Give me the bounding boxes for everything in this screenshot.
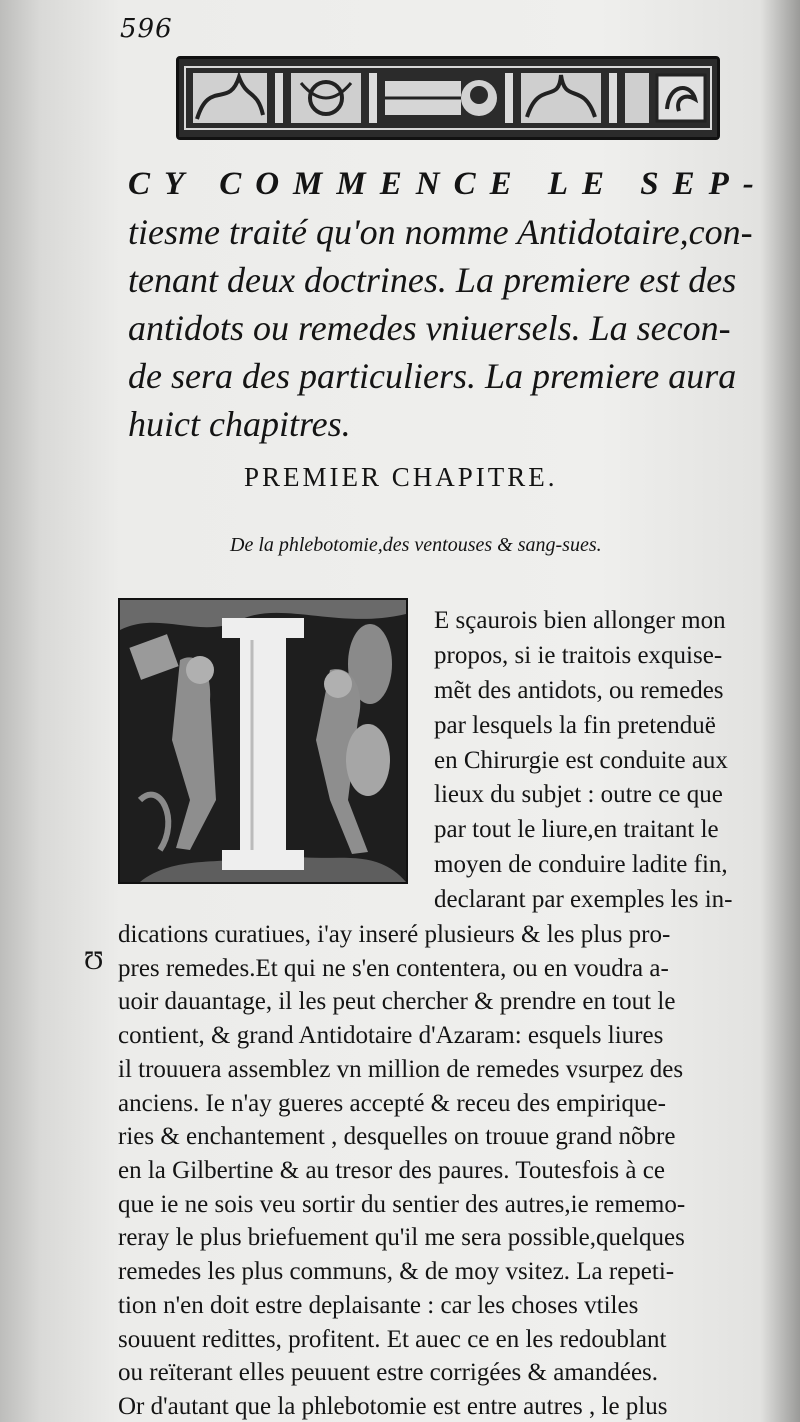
body-text-line: propos, si ie traitois exquise- bbox=[434, 642, 723, 669]
body-text-line: dications curatiues, i'ay inseré plusieurs & les plus pro- bbox=[118, 921, 671, 948]
heading-line: CY COMMENCE LE SEP- bbox=[128, 166, 768, 202]
body-text-line: mẽt des antidots, ou remedes bbox=[434, 677, 724, 704]
page-number: 596 bbox=[120, 14, 173, 44]
heading-line: tenant deux doctrines. La premiere est des bbox=[128, 260, 737, 300]
treatise-heading bbox=[128, 160, 768, 448]
body-text-line: ries & enchantement , desquelles on trouue grand nõbre bbox=[118, 1123, 676, 1150]
body-text-line: tion n'en doit estre deplaisante : car les choses vtiles bbox=[118, 1292, 639, 1319]
body-text-line: moyen de conduire ladite fin, bbox=[434, 851, 728, 878]
body-text-line: il trouuera assemblez vn million de remedes vsurpez des bbox=[118, 1056, 684, 1083]
body-text-line: souuent redittes, profitent. Et auec ce en les redoublant bbox=[118, 1326, 667, 1353]
body-text-line: reray le plus briefuement qu'il me sera possible,quelques bbox=[118, 1224, 685, 1251]
body-text-line: uoir dauantage, il les peut chercher & prendre en tout le bbox=[118, 988, 676, 1015]
body-text-line: E sçaurois bien allonger mon bbox=[434, 607, 726, 634]
woodcut-initial-icon bbox=[120, 600, 406, 882]
body-text-line: Or d'autant que la phlebotomie est entre autres , le plus bbox=[118, 1393, 668, 1420]
decorated-initial bbox=[118, 598, 408, 884]
heading-line: tiesme traité qu'on nomme Antidotaire,con- bbox=[128, 212, 753, 252]
body-text-line: contient, & grand Antidotaire d'Azaram: esquels liures bbox=[118, 1022, 664, 1049]
heading-line: antidots ou remedes vniuersels. La secon- bbox=[128, 308, 731, 348]
body-text-line: ou reïterant elles peuuent estre corrigées & amandées. bbox=[118, 1359, 659, 1386]
chapter-title: PREMIER CHAPITRE. bbox=[244, 462, 558, 492]
body-text-line: pres remedes.Et qui ne s'en contentera, ou en voudra a- bbox=[118, 955, 669, 982]
marginal-mark: Ʊ bbox=[84, 946, 104, 975]
chapter-subtitle: De la phlebotomie,des ventouses & sang-sues. bbox=[230, 534, 602, 556]
body-text-line: par tout le liure,en traitant le bbox=[434, 816, 719, 843]
body-text-line: en la Gilbertine & au tresor des paures. Toutesfois à ce bbox=[118, 1157, 665, 1184]
body-text-line: declarant par exemples les in- bbox=[434, 886, 733, 913]
heading-line: de sera des particuliers. La premiere aura bbox=[128, 356, 737, 396]
headpiece-ornament-icon bbox=[179, 59, 717, 137]
body-text-line: en Chirurgie est conduite aux bbox=[434, 747, 728, 774]
body-text-line: anciens. Ie n'ay gueres accepté & receu des empirique- bbox=[118, 1090, 666, 1117]
heading-line: huict chapitres. bbox=[128, 404, 351, 444]
body-text-line: lieux du subjet : outre ce que bbox=[434, 781, 723, 808]
body-text-line: par lesquels la fin pretenduë bbox=[434, 712, 716, 739]
body-text-line: remedes les plus communs, & de moy vsitez. La repeti- bbox=[118, 1258, 675, 1285]
ornamental-headpiece bbox=[176, 56, 720, 140]
body-text-line: que ie ne sois veu sortir du sentier des autres,ie rememo- bbox=[118, 1191, 686, 1218]
